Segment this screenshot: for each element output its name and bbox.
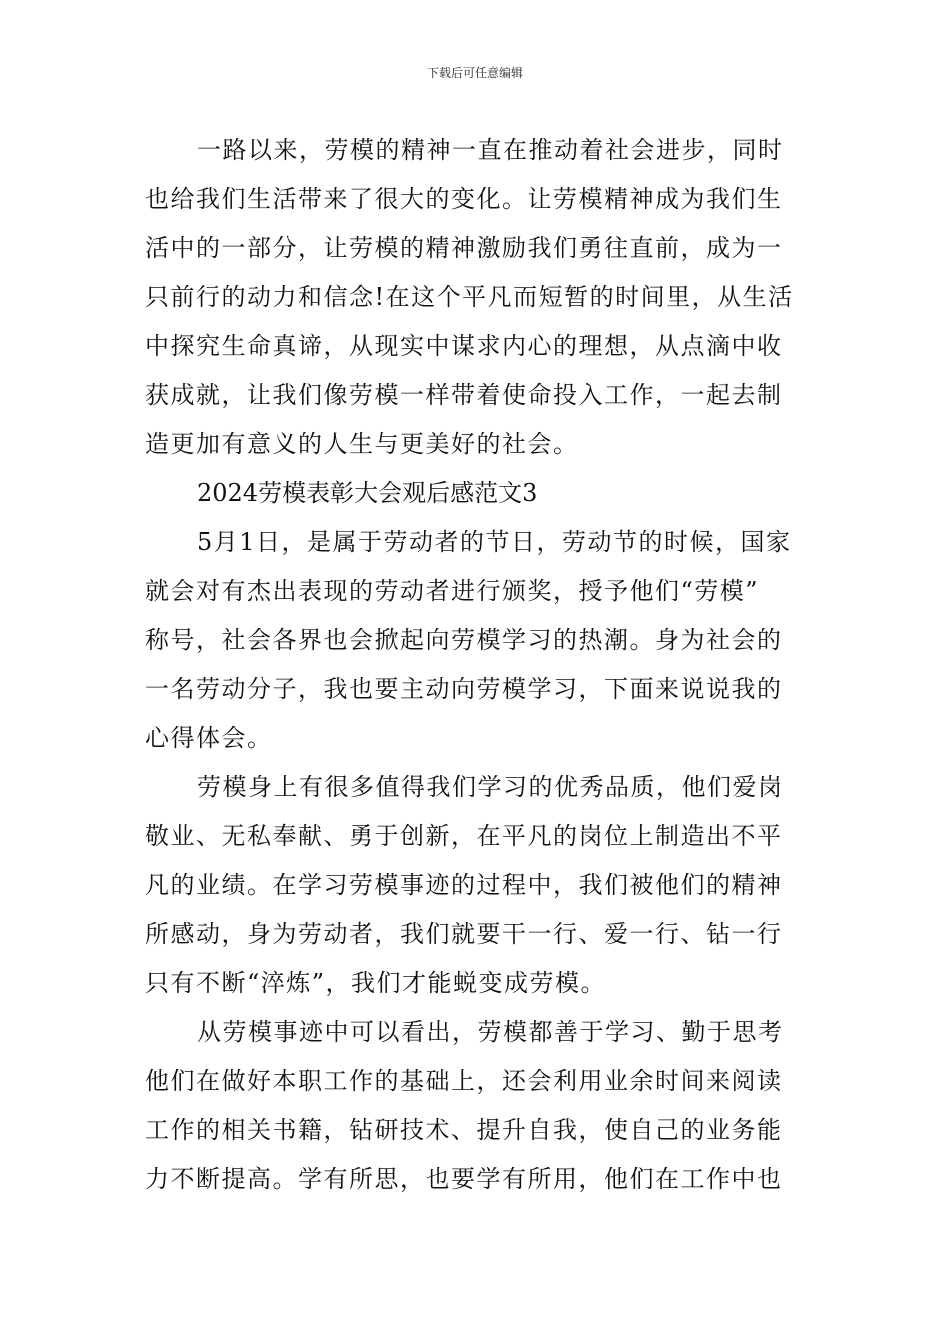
text-line: 一路以来，劳模的精神一直在推动着社会进步，同时 [197, 136, 784, 164]
text-line: 获成就，让我们像劳模一样带着使命投入工作，一起去制 [145, 381, 783, 409]
text-line: 凡的业绩。在学习劳模事迹的过程中，我们被他们的精神 [145, 871, 783, 899]
text-line: 中探究生命真谛，从现实中谋求内心的理想，从点滴中收 [145, 332, 783, 360]
paragraph-1 [145, 126, 805, 469]
text-line: 就会对有杰出表现的劳动者进行颁奖，授予他们“劳模” [145, 577, 760, 605]
paragraph-3 [145, 763, 805, 1008]
document-body [145, 126, 805, 1204]
text-line: 所感动，身为劳动者，我们就要干一行、爱一行、钻一行 [145, 920, 783, 948]
text-line: 称号，社会各界也会掀起向劳模学习的热潮。身为社会的 [145, 626, 783, 654]
text-line: 劳模身上有很多值得我们学习的优秀品质，他们爱岗 [197, 773, 784, 801]
text-line: 敬业、无私奉献、勇于创新，在平凡的岗位上制造出不平 [145, 822, 783, 850]
text-line: 造更加有意义的人生与更美好的社会。 [145, 430, 579, 458]
paragraph-4 [145, 1008, 805, 1204]
text-line: 他们在做好本职工作的基础上，还会利用业余时间来阅读 [145, 1067, 783, 1095]
text-line: 工作的相关书籍，钻研技术、提升自我，使自己的业务能 [145, 1116, 783, 1144]
text-line: 只有不断“淬炼”，我们才能蜕变成劳模。 [145, 969, 607, 997]
section-heading: 2024劳模表彰大会观后感范文3 [197, 479, 538, 507]
paragraph-2 [145, 518, 805, 763]
text-line: 心得体会。 [145, 724, 273, 752]
text-line: 只前行的动力和信念!在这个平凡而短暂的时间里，从生活 [145, 283, 794, 311]
text-line: 从劳模事迹中可以看出，劳模都善于学习、勤于思考 [197, 1018, 784, 1046]
text-line: 力不断提高。学有所思，也要学有所用，他们在工作中也 [145, 1165, 783, 1193]
text-line: 一名劳动分子，我也要主动向劳模学习，下面来说说我的 [145, 675, 783, 703]
text-line: 也给我们生活带来了很大的变化。让劳模精神成为我们生 [145, 185, 783, 213]
text-line: 活中的一部分，让劳模的精神激励我们勇往直前，成为一 [145, 234, 783, 262]
text-line: 5月1日，是属于劳动者的节日，劳动节的时候，国家 [197, 528, 792, 556]
header-note: 下载后可任意编辑 [426, 66, 523, 80]
